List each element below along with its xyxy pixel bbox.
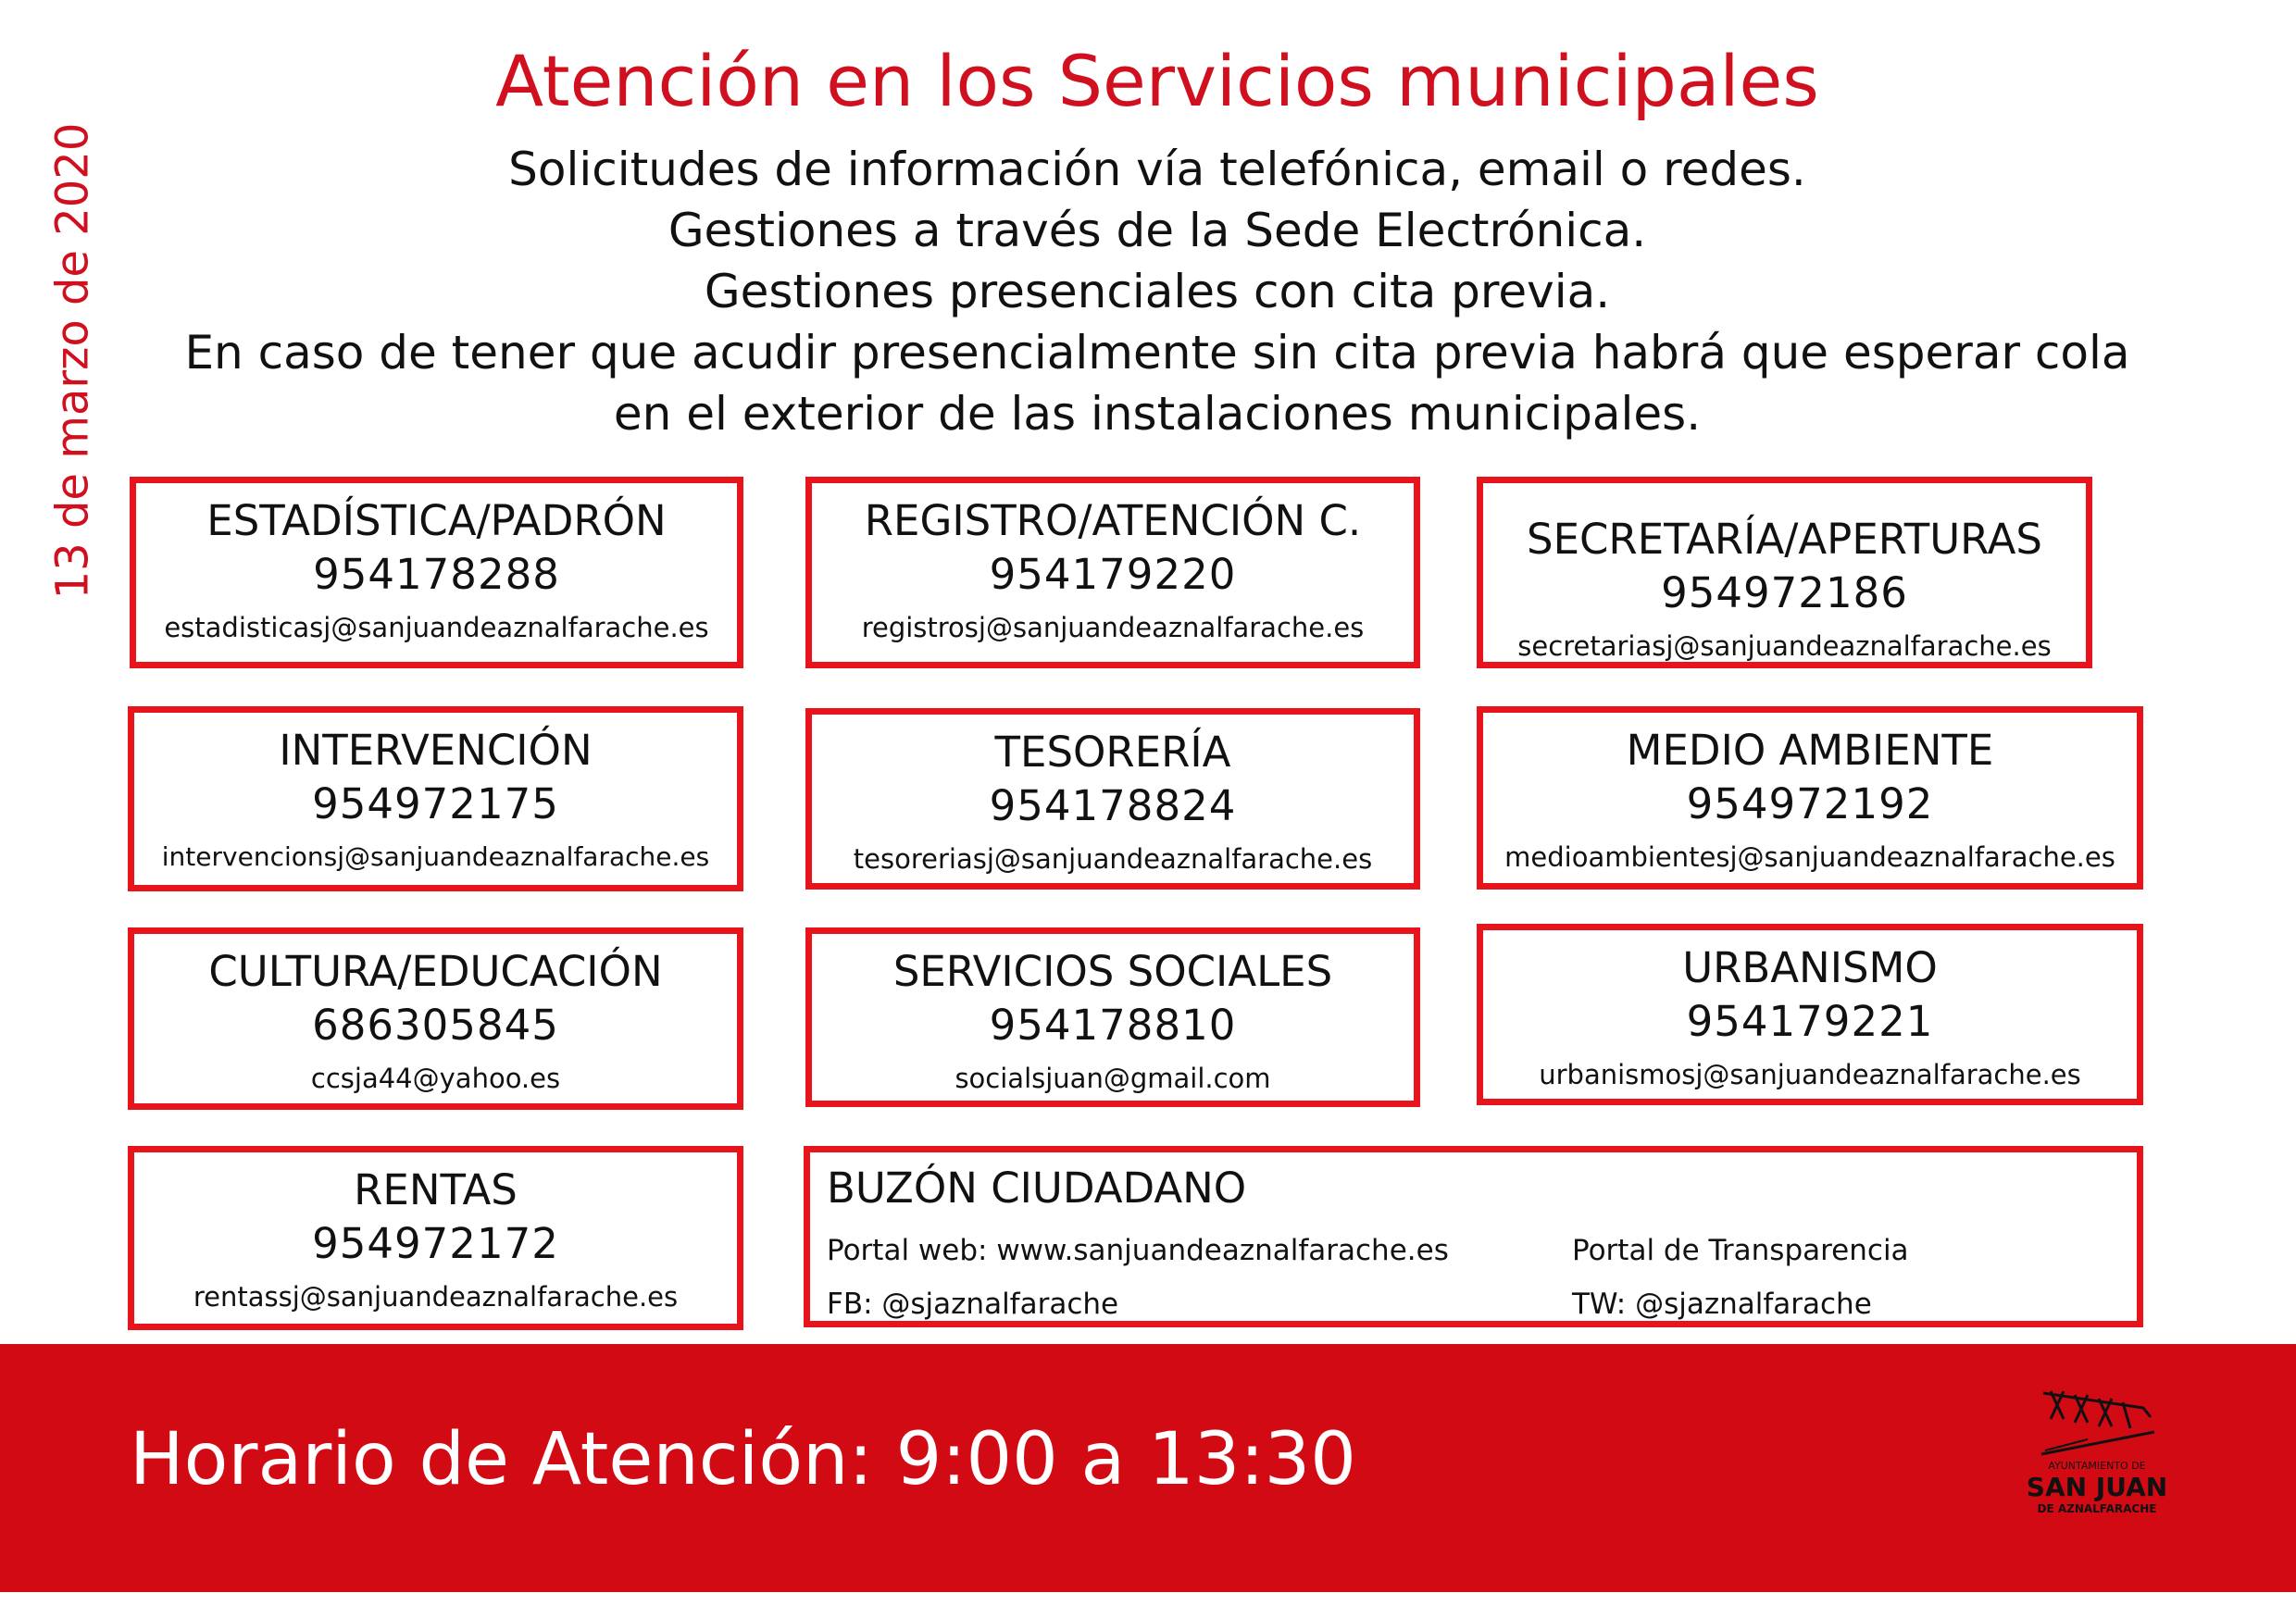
municipal-logo [2023, 1376, 2171, 1562]
dept-name: MEDIO AMBIENTE [1626, 726, 1994, 775]
buzon-title: BUZÓN CIUDADANO [827, 1164, 1247, 1213]
dept-card-estadistica [130, 477, 743, 668]
dept-name: SECRETARÍA/APERTURAS [1527, 515, 2042, 564]
page-title: Atención en los Servicios municipales [495, 40, 1819, 122]
dept-card-servicios-sociales [805, 927, 1420, 1107]
dept-phone: 954972186 [1661, 568, 1908, 617]
dept-email: intervencionsj@sanjuandeaznalfarache.es [161, 841, 710, 872]
logo-san-juan: SAN JUAN [2026, 1472, 2168, 1502]
dept-name: SERVICIOS SOCIALES [892, 947, 1333, 996]
dept-email: rentassj@sanjuandeaznalfarache.es [193, 1281, 679, 1313]
intro-line: Solicitudes de información vía telefónica, email o redes. [508, 143, 1806, 196]
transparencia-link[interactable]: Portal de Transparencia [1572, 1234, 1909, 1267]
dept-phone: 954972172 [312, 1219, 559, 1268]
intro-line: En caso de tener que acudir presencialmente sin cita previa habrá que esperar cola [184, 326, 2130, 380]
dept-phone: 686305845 [312, 1001, 559, 1050]
dept-phone: 954178288 [313, 550, 560, 599]
dept-name: ESTADÍSTICA/PADRÓN [206, 496, 667, 545]
dept-phone: 954972192 [1686, 779, 1934, 828]
dept-name: CULTURA/EDUCACIÓN [208, 947, 663, 996]
dept-email: registrosj@sanjuandeaznalfarache.es [861, 612, 1365, 643]
dept-name: URBANISMO [1682, 943, 1938, 992]
dept-card-tesoreria [805, 708, 1420, 890]
dept-email: socialsjuan@gmail.com [955, 1063, 1271, 1094]
dept-card-registro [805, 477, 1420, 668]
opening-hours: Horario de Atención: 9:00 a 13:30 [130, 1418, 1356, 1501]
facebook-handle[interactable]: FB: @sjaznalfarache [827, 1288, 1119, 1321]
dept-email: tesoreriasj@sanjuandeaznalfarache.es [853, 843, 1373, 875]
twitter-handle[interactable]: TW: @sjaznalfarache [1572, 1288, 1872, 1321]
dept-name: REGISTRO/ATENCIÓN C. [864, 496, 1362, 545]
dept-name: TESORERÍA [994, 728, 1231, 777]
dept-phone: 954972175 [312, 779, 559, 828]
dept-phone: 954178810 [989, 1001, 1237, 1050]
dept-card-urbanismo [1477, 924, 2143, 1105]
intro-line: Gestiones presenciales con cita previa. [704, 265, 1611, 318]
logo-aznalfarache: DE AZNALFARACHE [2037, 1502, 2157, 1515]
intro-line: Gestiones a través de la Sede Electrónica. [668, 204, 1647, 257]
portal-web-link[interactable]: Portal web: www.sanjuandeaznalfarache.es [827, 1234, 1449, 1267]
dept-email: ccsja44@yahoo.es [310, 1063, 561, 1094]
dept-email: estadisticasj@sanjuandeaznalfarache.es [164, 612, 709, 643]
logo-ayuntamiento: AYUNTAMIENTO DE [2048, 1460, 2146, 1472]
footer-banner [0, 1344, 2296, 1592]
dept-phone: 954178824 [989, 781, 1237, 830]
intro-text [93, 139, 2222, 444]
dept-card-cultura [128, 927, 743, 1110]
dept-email: urbanismosj@sanjuandeaznalfarache.es [1539, 1059, 2081, 1090]
dept-email: secretariasj@sanjuandeaznalfarache.es [1517, 630, 2052, 662]
dept-phone: 954179220 [989, 550, 1237, 599]
buzon-ciudadano-card [804, 1146, 2143, 1327]
logo-emblem-icon [2032, 1376, 2162, 1460]
dept-phone: 954179221 [1686, 997, 1934, 1046]
dept-name: INTERVENCIÓN [279, 726, 593, 775]
dept-email: medioambientesj@sanjuandeaznalfarache.es [1504, 841, 2115, 873]
dept-name: RENTAS [354, 1165, 518, 1214]
intro-line: en el exterior de las instalaciones municipales. [613, 387, 1702, 441]
dept-card-rentas [128, 1146, 743, 1330]
dept-card-medio-ambiente [1477, 706, 2143, 890]
date-text: 13 de marzo de 2020 [46, 122, 99, 600]
dept-card-intervencion [128, 706, 743, 891]
dept-card-secretaria [1477, 477, 2092, 668]
